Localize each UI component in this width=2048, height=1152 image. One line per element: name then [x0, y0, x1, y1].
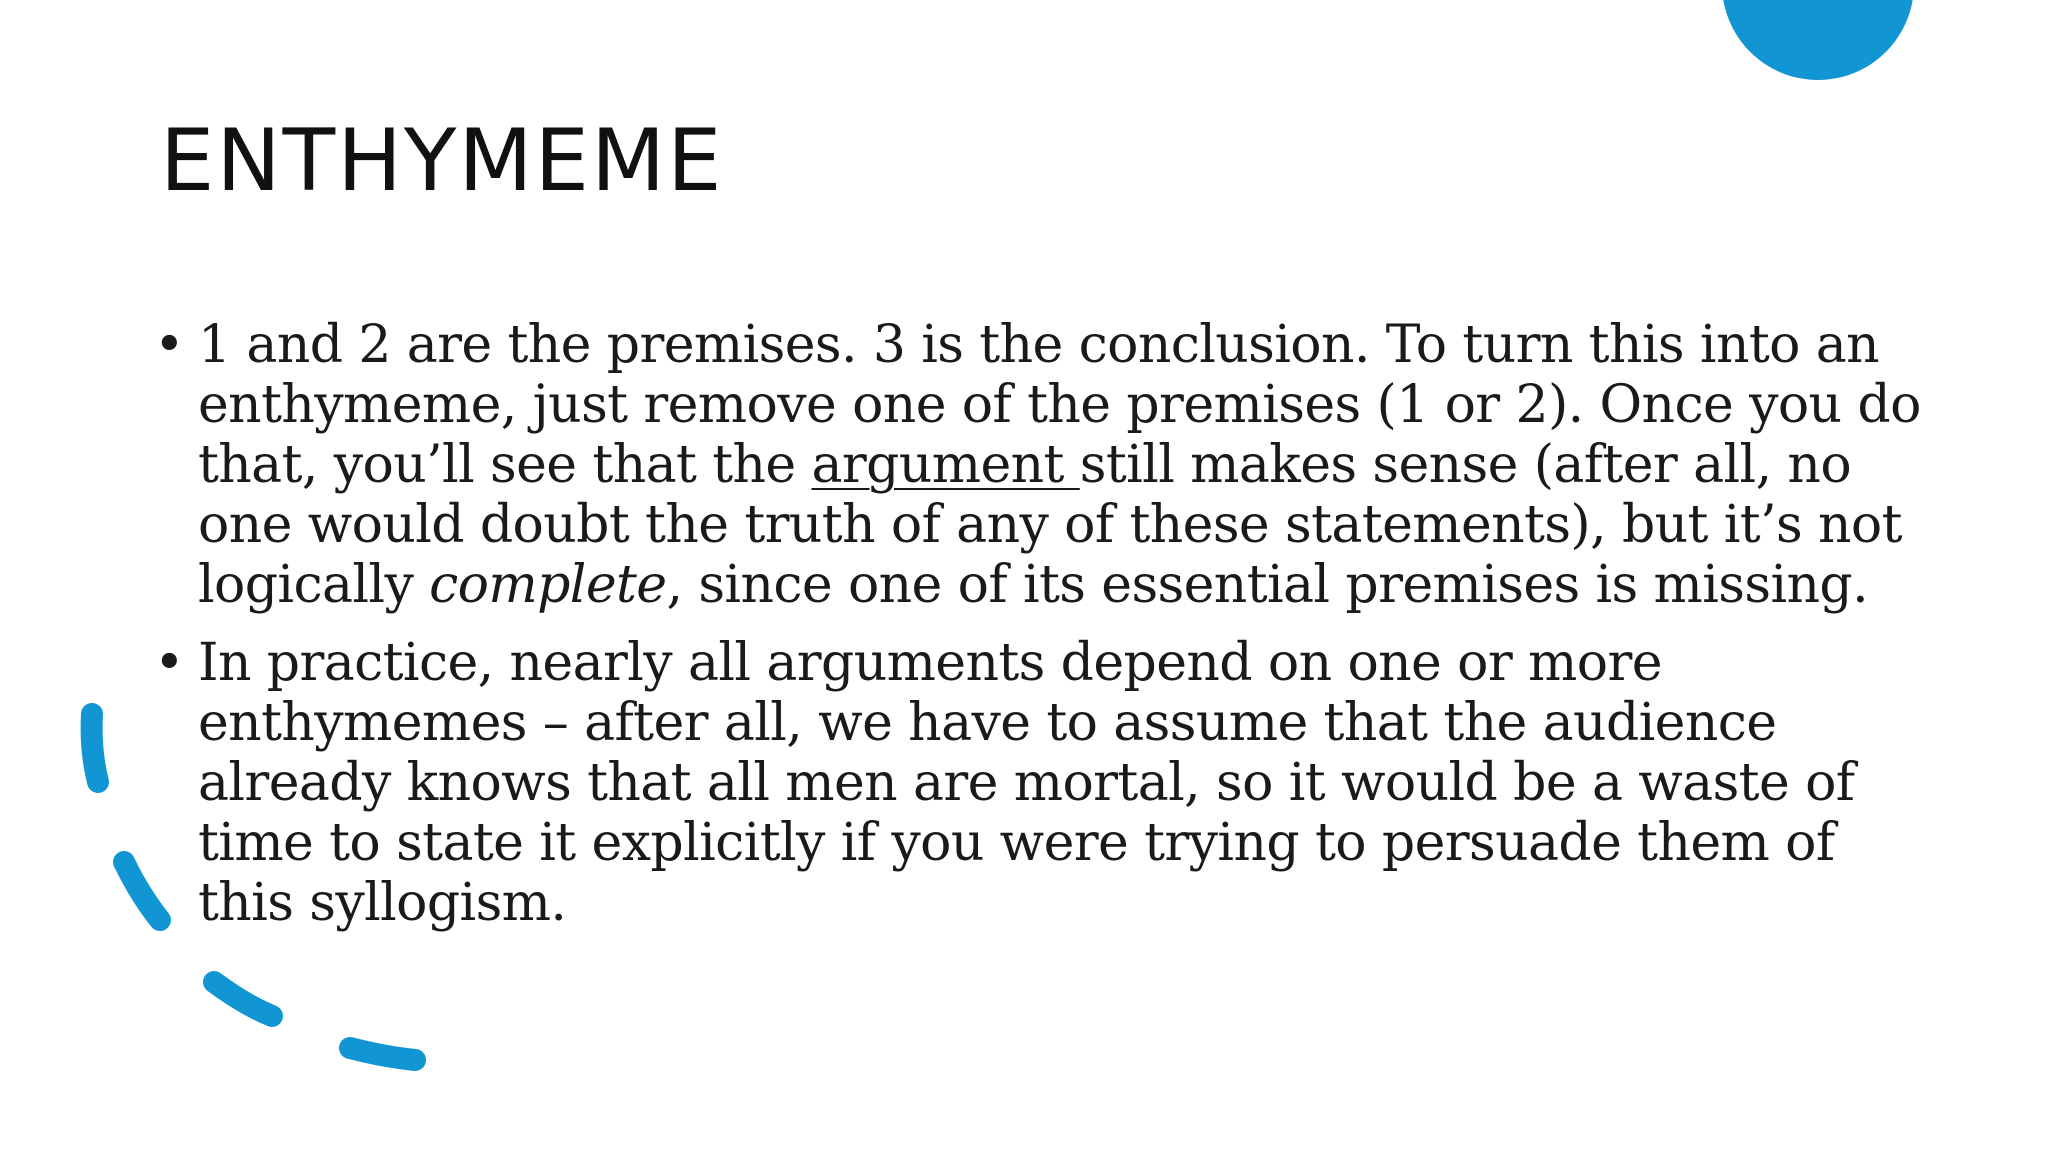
bullet-marker: • [154, 633, 185, 693]
bullet-item-2 [150, 633, 1940, 933]
underlined-term-argument: argument [811, 435, 1080, 495]
bullet-item-1 [150, 315, 1940, 615]
bullet-1-text-part-2: still makes sense (after all, no one would doubt the truth of any of these statements), but it’s not logically [198, 435, 1902, 615]
bullet-marker: • [154, 315, 185, 375]
accent-circle-shape [1722, 0, 1914, 80]
bullet-1-text-part-1: 1 and 2 are the premises. 3 is the conclusion. To turn this into an enthymeme, just remove one of the premises (1 or 2). Once you do that, you’ll see that the [198, 315, 1921, 495]
bullet-1-text-part-3: , since one of its essential premises is missing. [666, 555, 1869, 615]
slide-title: ENTHYMEME [160, 111, 724, 211]
arc-dash-3 [214, 982, 272, 1016]
italic-term-complete: complete [429, 555, 667, 615]
bullet-list [150, 315, 1940, 951]
arc-dash-4 [350, 1048, 415, 1060]
bullet-2-text: In practice, nearly all arguments depend on one or more enthymemes – after all, we have to assume that the audience already knows that all men are mortal, so it would be a waste of time to state it explicitly if you were trying to persuade them of this syllogism. [198, 633, 1855, 933]
arc-dash-1 [92, 714, 98, 782]
